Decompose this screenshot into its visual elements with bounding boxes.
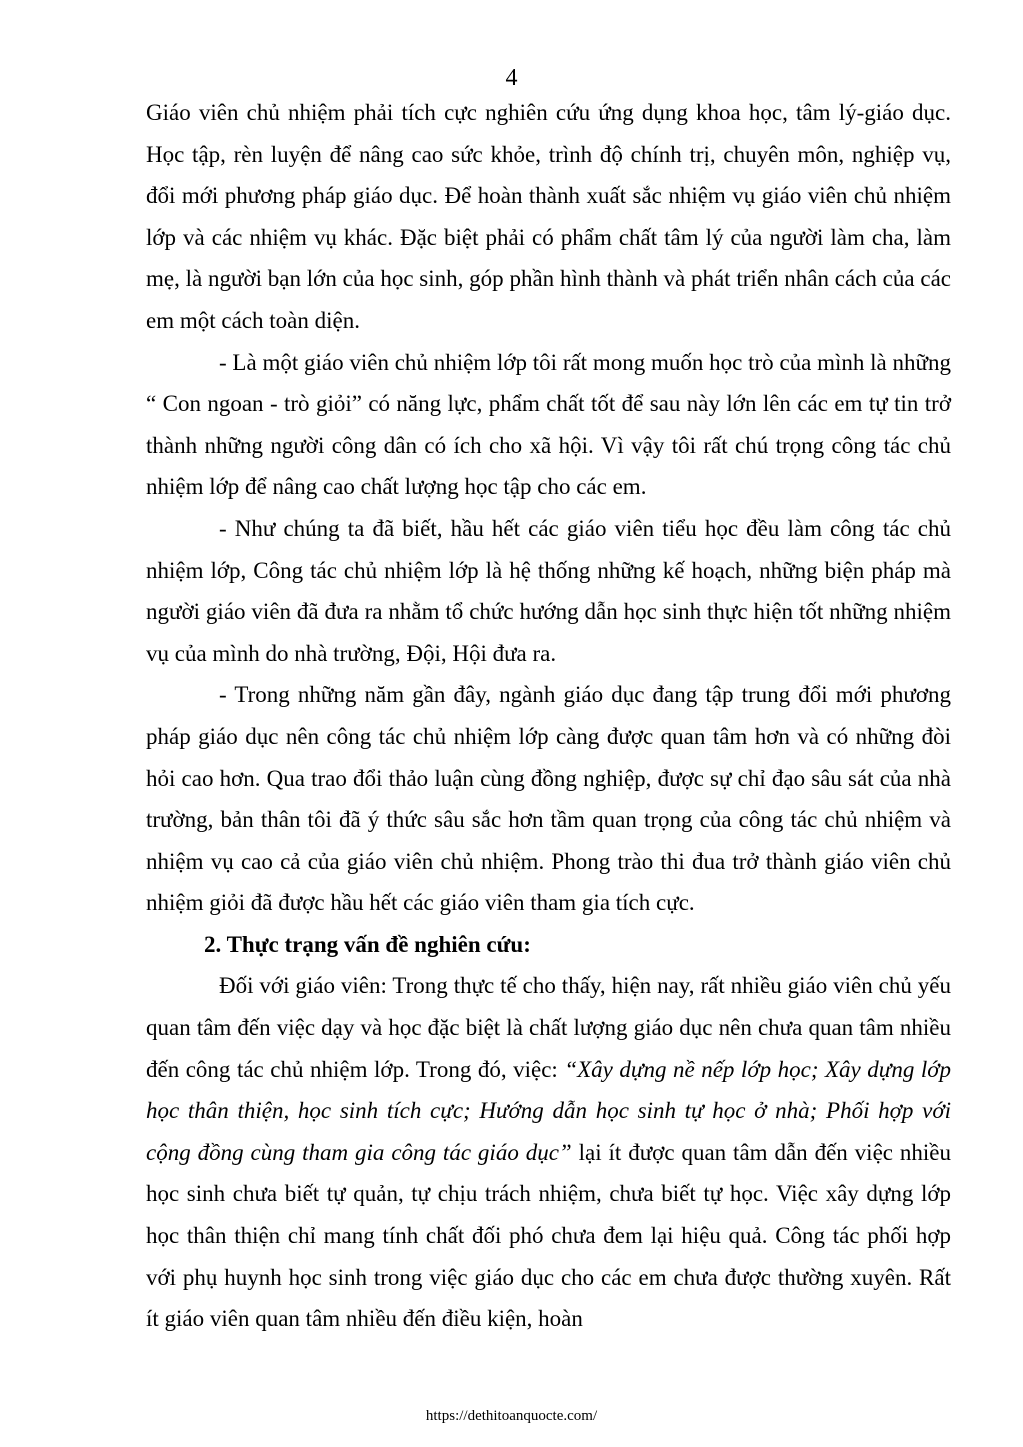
paragraph-3: - Như chúng ta đã biết, hầu hết các giáo viên tiểu học đều làm công tác chủ nhiệm lớp, Công tác chủ nhiệm lớp là hệ thống những kế hoạch, những biện pháp mà người giáo viên đã đưa ra nhằm tổ chức hướng dẫn học sinh thực hiện tốt những nhiệm vụ của mình do nhà trường, Đội, Hội đưa ra. <box>146 515 951 666</box>
section-heading: 2. Thực trạng vấn đề nghiên cứu: <box>204 931 531 957</box>
paragraph-5-text-before: Đối với giáo viên: Trong thực tế cho thấy, hiện nay, rất nhiều giáo viên chủ yếu quan tâm đến việc dạy và học đặc biệt là chất lượng giáo dục nên chưa quan tâm nhiều đến công tác chủ nhiệm lớp. Trong đó, việc: <box>146 973 951 1082</box>
footer-url[interactable]: https://dethitoanquocte.com/ <box>425 1408 598 1424</box>
paragraph-5-italic-quote: “Xây dựng nề nếp lớp học; Xây dựng lớp học thân thiện, học sinh tích cực; Hướng dẫn học sinh tự học ở nhà; Phối hợp với cộng đồng cùng tham gia công tác giáo dục” <box>146 1056 952 1165</box>
paragraph-2: - Là một giáo viên chủ nhiệm lớp tôi rất mong muốn học trò của mình là những “ Con ngoan - trò giỏi” có năng lực, phẩm chất tốt để sau này lớn lên các em tự tin trở thành những người công dân có ích cho xã hội. Vì vậy tôi rất chú trọng công tác chủ nhiệm lớp để nâng cao chất lượng học tập cho các em. <box>146 349 951 500</box>
paragraph-4: - Trong những năm gần đây, ngành giáo dục đang tập trung đổi mới phương pháp giáo dục nên công tác chủ nhiệm lớp càng được quan tâm hơn và có những đòi hỏi cao hơn. Qua trao đổi thảo luận cùng đồng nghiệp, được sự chỉ đạo sâu sát của nhà trường, bản thân tôi đã ý thức sâu sắc hơn tầm quan trọng của công tác chủ nhiệm và nhiệm vụ cao cả của giáo viên chủ nhiệm. Phong trào thi đua trở thành giáo viên chủ nhiệm giỏi đã được hầu hết các giáo viên tham gia tích cực. <box>146 682 951 916</box>
paragraph-5 <box>146 965 951 1339</box>
page-number: 4 <box>505 65 518 91</box>
document-body <box>146 92 951 1340</box>
paragraph-1: Giáo viên chủ nhiệm phải tích cực nghiên cứu ứng dụng khoa học, tâm lý-giáo dục. Học tập, rèn luyện để nâng cao sức khỏe, trình độ chính trị, chuyên môn, nghiệp vụ, đổi mới phương pháp giáo dục. Để hoàn thành xuất sắc nhiệm vụ giáo viên chủ nhiệm lớp và các nhiệm vụ khác. Đặc biệt phải có phẩm chất tâm lý của người làm cha, làm mẹ, là người bạn lớn của học sinh, góp phần hình thành và phát triển nhân cách của các em một cách toàn diện. <box>146 100 951 333</box>
paragraph-5-text-after: lại ít được quan tâm dẫn đến việc nhiều học sinh chưa biết tự quản, tự chịu trách nhiệm, chưa biết tự học. Việc xây dựng lớp học thân thiện chỉ mang tính chất đối phó chưa đem lại hiệu quả. Công tác phối hợp với phụ huynh học sinh trong việc giáo dục cho các em chưa được thường xuyên. Rất ít giáo viên quan tâm nhiều đến điều kiện, hoàn <box>146 1139 951 1332</box>
